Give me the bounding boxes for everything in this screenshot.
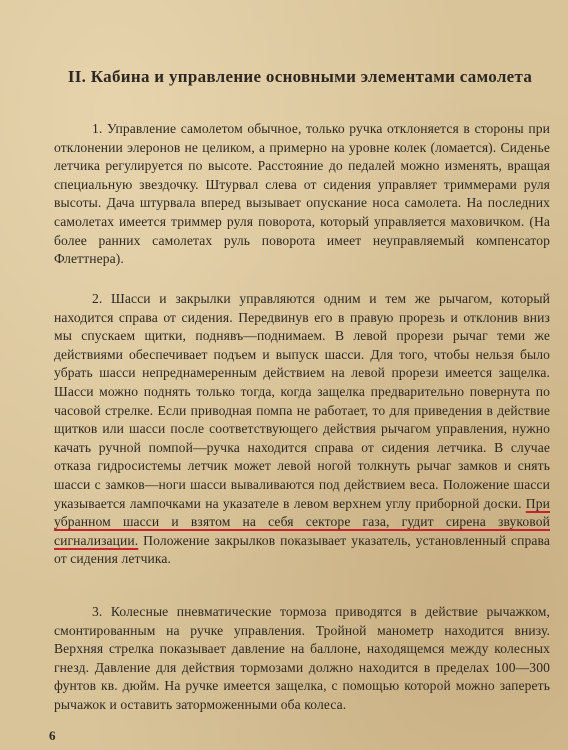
highlighted-sentence: При убранном шасси и взятом на себя секторе газа, гудит сирена звуковой сигнализации. (54, 495, 550, 548)
page-number: 6 (49, 728, 56, 743)
paragraph-landing-gear-text: 2. Шасси и закрылки управляются одним и тем же рычагом, который находится справа от сидения. Передвинув его в правую прорезь и отклонив вниз мы спускаем щитки, поднявъ—поднимаем. В левой прорези рычаг теми же действиями обеспечивает подъем и выпуск шасси. Для того, чтобы нельзя было убрать шасси непреднамеренным действием на левой прорези имеется защелка. Шасси можно поднять только тогда, когда защелка предварительно повернута по часовой стрелке. Если приводная помпа не работает, то для приведения в действие щитков или шасси после соответствующего действия рычагом управления, нужно качать ручной помпой—ручка находится справа от сидения летчика. В случае отказа гидросистемы летчик может левой ногой толкнуть рычаг замков и снять шасси с замков—ноги шасси вываливаются под действием веса. Положение шасси указывается лампочками на указателе в левом верхнем углу приборной доски. (54, 291, 550, 511)
paragraph-landing-gear-tail: Положение закрылков показывает указатель, установленный справа от сидения летчика. (54, 532, 550, 567)
section-title: II. Кабина и управление основными элементами самолета (67, 67, 533, 86)
paragraph-brakes: 3. Колесные пневматические тормоза приводятся в действие рычажком, смонтированным на ручке управления. Тройной манометр находится внизу. Верхняя стрелка показывает давление на баллоне, находящемся между колесных гнезд. Давление для действия тормозами должно находится в пределах 100—300 фунтов кв. дюйм. На ручке имеется защелка, с помощью которой можно запереть рычажок и оставить заторможенными оба колеса. (54, 604, 550, 712)
paragraph-controls: 1. Управление самолетом обычное, только ручка отклоняется в стороны при отклонении элеронов не целиком, а примерно на уровне колек (ломается). Сиденье летчика регулируется по высоте. Расстояние до педалей можно изменять, вращая специальную звездочку. Штурвал слева от сидения управляет триммерами руля высоты. Дача штурвала вперед вызывает опускание носа самолета. На последних самолетах имеется триммер руля поворота, который управляется маховичком. (На более ранних самолетах руль поворота имеет неуправляемый компенсатор Флеттнера). (54, 121, 550, 267)
paragraph-landing-gear (54, 290, 550, 569)
